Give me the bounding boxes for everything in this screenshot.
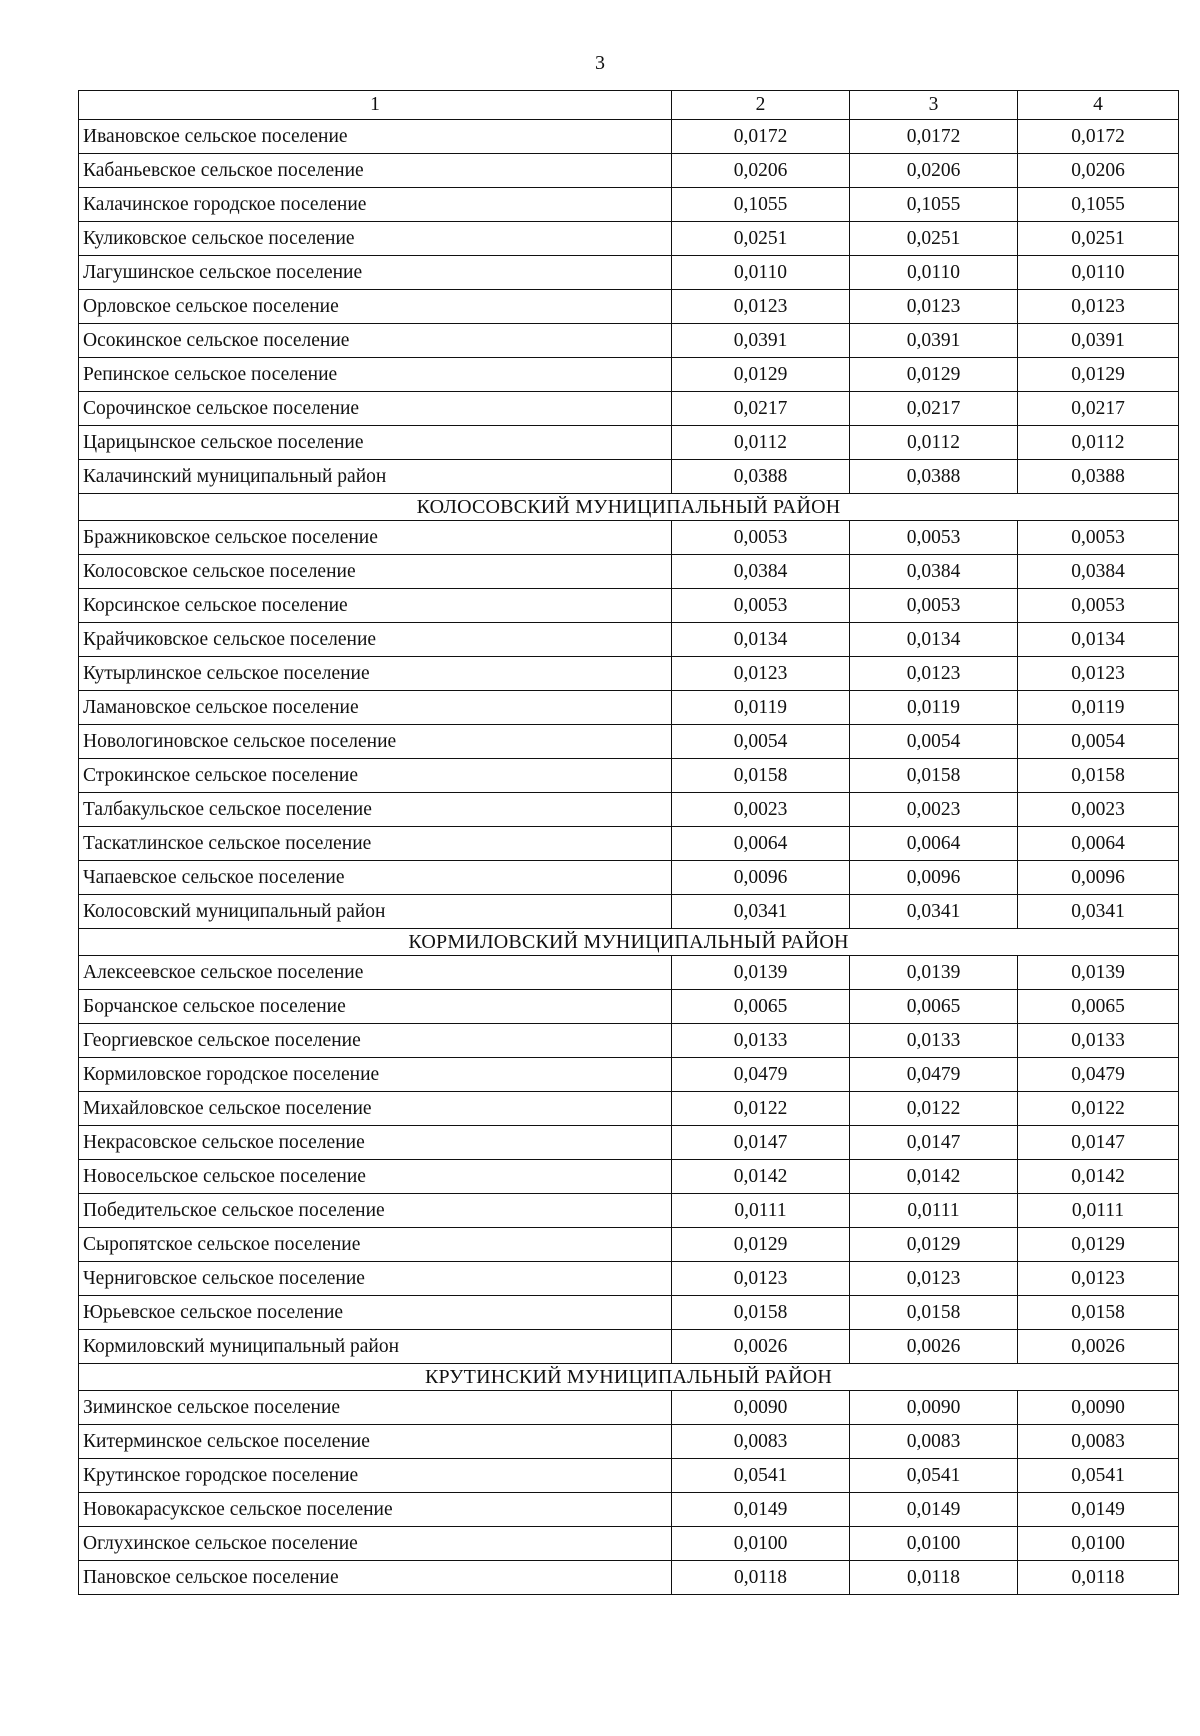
value-col2-cell: 0,0251 xyxy=(672,222,850,256)
table-row xyxy=(79,426,1179,460)
table-row xyxy=(79,358,1179,392)
settlement-name-cell: Некрасовское сельское поселение xyxy=(79,1126,672,1160)
value-col3-cell: 0,0129 xyxy=(850,358,1018,392)
value-col3-cell: 0,0142 xyxy=(850,1160,1018,1194)
settlement-name-cell: Колосовский муниципальный район xyxy=(79,895,672,929)
table-row xyxy=(79,1493,1179,1527)
value-col2-cell: 0,0147 xyxy=(672,1126,850,1160)
table-row xyxy=(79,759,1179,793)
column-header: 4 xyxy=(1018,91,1179,120)
value-col2-cell: 0,0134 xyxy=(672,623,850,657)
value-col3-cell: 0,0147 xyxy=(850,1126,1018,1160)
value-col2-cell: 0,0112 xyxy=(672,426,850,460)
value-col4-cell: 0,0122 xyxy=(1018,1092,1179,1126)
value-col4-cell: 0,0134 xyxy=(1018,623,1179,657)
column-header: 2 xyxy=(672,91,850,120)
value-col4-cell: 0,0391 xyxy=(1018,324,1179,358)
value-col4-cell: 0,0118 xyxy=(1018,1561,1179,1595)
settlement-name-cell: Алексеевское сельское поселение xyxy=(79,956,672,990)
value-col3-cell: 0,0119 xyxy=(850,691,1018,725)
value-col4-cell: 0,0023 xyxy=(1018,793,1179,827)
page-number: 3 xyxy=(595,52,605,74)
value-col3-cell: 0,0023 xyxy=(850,793,1018,827)
settlement-name-cell: Бражниковское сельское поселение xyxy=(79,521,672,555)
settlement-name-cell: Кормиловское городское поселение xyxy=(79,1058,672,1092)
table-row xyxy=(79,1391,1179,1425)
value-col3-cell: 0,0158 xyxy=(850,1296,1018,1330)
value-col2-cell: 0,0083 xyxy=(672,1425,850,1459)
value-col3-cell: 0,0122 xyxy=(850,1092,1018,1126)
settlement-name-cell: Чапаевское сельское поселение xyxy=(79,861,672,895)
value-col3-cell: 0,0129 xyxy=(850,1228,1018,1262)
table-row xyxy=(79,555,1179,589)
table-row xyxy=(79,1092,1179,1126)
section-title: КРУТИНСКИЙ МУНИЦИПАЛЬНЫЙ РАЙОН xyxy=(79,1364,1179,1391)
settlement-name-cell: Орловское сельское поселение xyxy=(79,290,672,324)
table-row xyxy=(79,1160,1179,1194)
settlement-name-cell: Зиминское сельское поселение xyxy=(79,1391,672,1425)
settlement-name-cell: Оглухинское сельское поселение xyxy=(79,1527,672,1561)
section-header-row xyxy=(79,494,1179,521)
value-col3-cell: 0,0054 xyxy=(850,725,1018,759)
value-col3-cell: 0,0479 xyxy=(850,1058,1018,1092)
table-row xyxy=(79,827,1179,861)
value-col2-cell: 0,0096 xyxy=(672,861,850,895)
table-row xyxy=(79,1228,1179,1262)
table-row xyxy=(79,895,1179,929)
value-col4-cell: 0,0129 xyxy=(1018,1228,1179,1262)
section-title: КОРМИЛОВСКИЙ МУНИЦИПАЛЬНЫЙ РАЙОН xyxy=(79,929,1179,956)
settlement-name-cell: Царицынское сельское поселение xyxy=(79,426,672,460)
table-body xyxy=(79,91,1179,1595)
value-col2-cell: 0,0129 xyxy=(672,358,850,392)
value-col3-cell: 0,0111 xyxy=(850,1194,1018,1228)
settlement-name-cell: Таскатлинское сельское поселение xyxy=(79,827,672,861)
table-row xyxy=(79,1561,1179,1595)
value-col3-cell: 0,0083 xyxy=(850,1425,1018,1459)
settlement-name-cell: Новокарасукское сельское поселение xyxy=(79,1493,672,1527)
value-col2-cell: 0,0123 xyxy=(672,1262,850,1296)
value-col3-cell: 0,0053 xyxy=(850,589,1018,623)
value-col3-cell: 0,0341 xyxy=(850,895,1018,929)
value-col2-cell: 0,0384 xyxy=(672,555,850,589)
value-col2-cell: 0,0054 xyxy=(672,725,850,759)
value-col4-cell: 0,0110 xyxy=(1018,256,1179,290)
value-col2-cell: 0,0100 xyxy=(672,1527,850,1561)
value-col3-cell: 0,0118 xyxy=(850,1561,1018,1595)
value-col4-cell: 0,0341 xyxy=(1018,895,1179,929)
value-col3-cell: 0,0384 xyxy=(850,555,1018,589)
value-col3-cell: 0,1055 xyxy=(850,188,1018,222)
settlement-name-cell: Новологиновское сельское поселение xyxy=(79,725,672,759)
value-col3-cell: 0,0158 xyxy=(850,759,1018,793)
settlement-name-cell: Осокинское сельское поселение xyxy=(79,324,672,358)
value-col4-cell: 0,0149 xyxy=(1018,1493,1179,1527)
table-row xyxy=(79,392,1179,426)
settlement-name-cell: Корсинское сельское поселение xyxy=(79,589,672,623)
value-col4-cell: 0,0251 xyxy=(1018,222,1179,256)
value-col3-cell: 0,0110 xyxy=(850,256,1018,290)
settlement-name-cell: Ламановское сельское поселение xyxy=(79,691,672,725)
settlement-name-cell: Новосельское сельское поселение xyxy=(79,1160,672,1194)
value-col4-cell: 0,0139 xyxy=(1018,956,1179,990)
value-col3-cell: 0,0172 xyxy=(850,120,1018,154)
value-col3-cell: 0,0026 xyxy=(850,1330,1018,1364)
value-col4-cell: 0,0100 xyxy=(1018,1527,1179,1561)
value-col4-cell: 0,0053 xyxy=(1018,521,1179,555)
value-col2-cell: 0,0149 xyxy=(672,1493,850,1527)
settlement-name-cell: Талбакульское сельское поселение xyxy=(79,793,672,827)
value-col3-cell: 0,0100 xyxy=(850,1527,1018,1561)
value-col2-cell: 0,0090 xyxy=(672,1391,850,1425)
value-col2-cell: 0,0391 xyxy=(672,324,850,358)
value-col4-cell: 0,0083 xyxy=(1018,1425,1179,1459)
value-col4-cell: 0,0123 xyxy=(1018,290,1179,324)
value-col3-cell: 0,0391 xyxy=(850,324,1018,358)
value-col3-cell: 0,0149 xyxy=(850,1493,1018,1527)
table-row xyxy=(79,691,1179,725)
value-col4-cell: 0,0147 xyxy=(1018,1126,1179,1160)
settlement-name-cell: Крутинское городское поселение xyxy=(79,1459,672,1493)
settlement-name-cell: Борчанское сельское поселение xyxy=(79,990,672,1024)
value-col2-cell: 0,0023 xyxy=(672,793,850,827)
value-col2-cell: 0,0118 xyxy=(672,1561,850,1595)
settlement-name-cell: Черниговское сельское поселение xyxy=(79,1262,672,1296)
value-col2-cell: 0,0172 xyxy=(672,120,850,154)
settlement-name-cell: Колосовское сельское поселение xyxy=(79,555,672,589)
section-header-row xyxy=(79,1364,1179,1391)
value-col2-cell: 0,0123 xyxy=(672,290,850,324)
value-col2-cell: 0,0158 xyxy=(672,759,850,793)
value-col4-cell: 0,0064 xyxy=(1018,827,1179,861)
value-col2-cell: 0,0158 xyxy=(672,1296,850,1330)
table-row xyxy=(79,1126,1179,1160)
value-col4-cell: 0,0026 xyxy=(1018,1330,1179,1364)
table-row xyxy=(79,1425,1179,1459)
value-col2-cell: 0,0541 xyxy=(672,1459,850,1493)
table-row xyxy=(79,1058,1179,1092)
value-col2-cell: 0,0026 xyxy=(672,1330,850,1364)
settlement-name-cell: Сыропятское сельское поселение xyxy=(79,1228,672,1262)
value-col2-cell: 0,0139 xyxy=(672,956,850,990)
settlement-name-cell: Калачинское городское поселение xyxy=(79,188,672,222)
column-number-row xyxy=(79,91,1179,120)
column-header: 3 xyxy=(850,91,1018,120)
value-col2-cell: 0,0053 xyxy=(672,589,850,623)
value-col3-cell: 0,0251 xyxy=(850,222,1018,256)
value-col4-cell: 0,0054 xyxy=(1018,725,1179,759)
value-col2-cell: 0,1055 xyxy=(672,188,850,222)
value-col4-cell: 0,0133 xyxy=(1018,1024,1179,1058)
table-row xyxy=(79,589,1179,623)
value-col4-cell: 0,0479 xyxy=(1018,1058,1179,1092)
table-row xyxy=(79,1262,1179,1296)
value-col3-cell: 0,0133 xyxy=(850,1024,1018,1058)
table-row xyxy=(79,460,1179,494)
value-col3-cell: 0,0090 xyxy=(850,1391,1018,1425)
value-col4-cell: 0,0541 xyxy=(1018,1459,1179,1493)
settlement-name-cell: Победительское сельское поселение xyxy=(79,1194,672,1228)
value-col4-cell: 0,0123 xyxy=(1018,657,1179,691)
value-col4-cell: 0,1055 xyxy=(1018,188,1179,222)
settlement-name-cell: Георгиевское сельское поселение xyxy=(79,1024,672,1058)
table-row xyxy=(79,290,1179,324)
table-row xyxy=(79,1024,1179,1058)
value-col2-cell: 0,0133 xyxy=(672,1024,850,1058)
value-col4-cell: 0,0129 xyxy=(1018,358,1179,392)
value-col4-cell: 0,0388 xyxy=(1018,460,1179,494)
value-col4-cell: 0,0090 xyxy=(1018,1391,1179,1425)
value-col2-cell: 0,0129 xyxy=(672,1228,850,1262)
value-col4-cell: 0,0119 xyxy=(1018,691,1179,725)
value-col4-cell: 0,0053 xyxy=(1018,589,1179,623)
value-col4-cell: 0,0158 xyxy=(1018,759,1179,793)
table-row xyxy=(79,256,1179,290)
value-col4-cell: 0,0142 xyxy=(1018,1160,1179,1194)
settlement-name-cell: Кутырлинское сельское поселение xyxy=(79,657,672,691)
value-col2-cell: 0,0479 xyxy=(672,1058,850,1092)
table-row xyxy=(79,1296,1179,1330)
value-col3-cell: 0,0139 xyxy=(850,956,1018,990)
value-col3-cell: 0,0388 xyxy=(850,460,1018,494)
value-col4-cell: 0,0065 xyxy=(1018,990,1179,1024)
settlement-name-cell: Кабаньевское сельское поселение xyxy=(79,154,672,188)
value-col2-cell: 0,0206 xyxy=(672,154,850,188)
table-row xyxy=(79,222,1179,256)
settlement-name-cell: Пановское сельское поселение xyxy=(79,1561,672,1595)
settlement-name-cell: Юрьевское сельское поселение xyxy=(79,1296,672,1330)
table-row xyxy=(79,956,1179,990)
value-col4-cell: 0,0384 xyxy=(1018,555,1179,589)
table-row xyxy=(79,188,1179,222)
section-header-row xyxy=(79,929,1179,956)
settlement-name-cell: Репинское сельское поселение xyxy=(79,358,672,392)
value-col3-cell: 0,0541 xyxy=(850,1459,1018,1493)
value-col2-cell: 0,0388 xyxy=(672,460,850,494)
settlement-name-cell: Ивановское сельское поселение xyxy=(79,120,672,154)
table-row xyxy=(79,657,1179,691)
value-col2-cell: 0,0053 xyxy=(672,521,850,555)
value-col3-cell: 0,0053 xyxy=(850,521,1018,555)
value-col4-cell: 0,0111 xyxy=(1018,1194,1179,1228)
value-col3-cell: 0,0206 xyxy=(850,154,1018,188)
value-col3-cell: 0,0065 xyxy=(850,990,1018,1024)
value-col4-cell: 0,0172 xyxy=(1018,120,1179,154)
value-col4-cell: 0,0158 xyxy=(1018,1296,1179,1330)
value-col4-cell: 0,0123 xyxy=(1018,1262,1179,1296)
value-col2-cell: 0,0123 xyxy=(672,657,850,691)
settlement-name-cell: Крайчиковское сельское поселение xyxy=(79,623,672,657)
settlement-name-cell: Михайловское сельское поселение xyxy=(79,1092,672,1126)
value-col3-cell: 0,0112 xyxy=(850,426,1018,460)
table-row xyxy=(79,521,1179,555)
table-row xyxy=(79,725,1179,759)
table-row xyxy=(79,793,1179,827)
table-row xyxy=(79,1330,1179,1364)
table-row xyxy=(79,861,1179,895)
value-col2-cell: 0,0111 xyxy=(672,1194,850,1228)
table-row xyxy=(79,154,1179,188)
value-col2-cell: 0,0122 xyxy=(672,1092,850,1126)
table-row xyxy=(79,990,1179,1024)
settlement-name-cell: Китерминское сельское поселение xyxy=(79,1425,672,1459)
table-row xyxy=(79,1459,1179,1493)
value-col4-cell: 0,0112 xyxy=(1018,426,1179,460)
value-col4-cell: 0,0096 xyxy=(1018,861,1179,895)
value-col3-cell: 0,0064 xyxy=(850,827,1018,861)
column-header: 1 xyxy=(79,91,672,120)
table-row xyxy=(79,120,1179,154)
value-col3-cell: 0,0123 xyxy=(850,657,1018,691)
value-col2-cell: 0,0142 xyxy=(672,1160,850,1194)
settlement-name-cell: Калачинский муниципальный район xyxy=(79,460,672,494)
value-col2-cell: 0,0064 xyxy=(672,827,850,861)
section-title: КОЛОСОВСКИЙ МУНИЦИПАЛЬНЫЙ РАЙОН xyxy=(79,494,1179,521)
value-col4-cell: 0,0206 xyxy=(1018,154,1179,188)
value-col2-cell: 0,0217 xyxy=(672,392,850,426)
value-col2-cell: 0,0341 xyxy=(672,895,850,929)
table-row xyxy=(79,1194,1179,1228)
table-row xyxy=(79,623,1179,657)
settlement-name-cell: Сорочинское сельское поселение xyxy=(79,392,672,426)
value-col2-cell: 0,0065 xyxy=(672,990,850,1024)
value-col4-cell: 0,0217 xyxy=(1018,392,1179,426)
settlement-name-cell: Куликовское сельское поселение xyxy=(79,222,672,256)
settlement-name-cell: Строкинское сельское поселение xyxy=(79,759,672,793)
value-col3-cell: 0,0096 xyxy=(850,861,1018,895)
value-col3-cell: 0,0134 xyxy=(850,623,1018,657)
value-col2-cell: 0,0119 xyxy=(672,691,850,725)
value-col2-cell: 0,0110 xyxy=(672,256,850,290)
table-row xyxy=(79,1527,1179,1561)
table-row xyxy=(79,324,1179,358)
value-col3-cell: 0,0217 xyxy=(850,392,1018,426)
settlement-name-cell: Кормиловский муниципальный район xyxy=(79,1330,672,1364)
settlement-name-cell: Лагушинское сельское поселение xyxy=(79,256,672,290)
value-col3-cell: 0,0123 xyxy=(850,290,1018,324)
value-col3-cell: 0,0123 xyxy=(850,1262,1018,1296)
coefficients-table xyxy=(78,90,1179,1595)
